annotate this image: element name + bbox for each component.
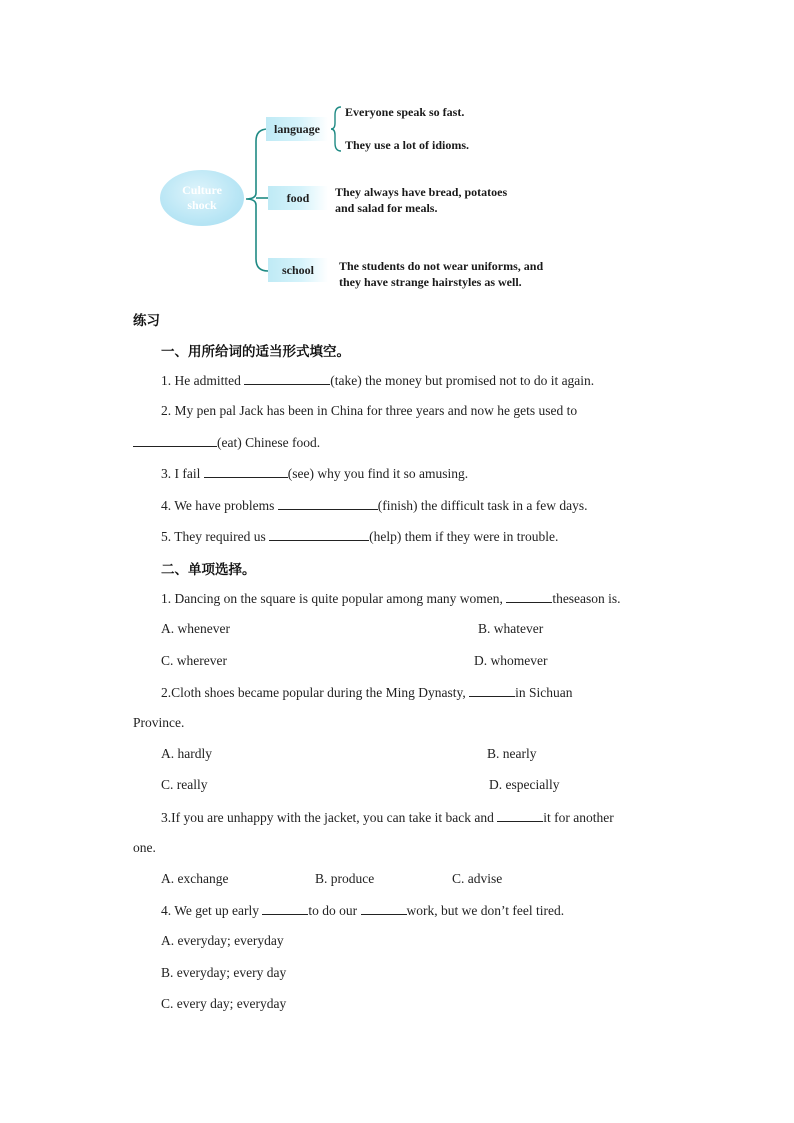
bubble-line-2: shock [187,198,217,212]
answer-blank[interactable] [361,902,407,915]
answer-blank[interactable] [262,902,308,915]
answer-blank[interactable] [506,590,552,603]
q2-option-b[interactable]: B. nearly [487,746,537,761]
food-detail-1: They always have bread, potatoes [335,185,508,199]
s1-item-5: 5. They required us (help) them if they were in trouble. [161,529,559,544]
q1-option-a[interactable]: A. whenever [161,621,230,636]
answer-blank[interactable] [269,528,369,541]
school-detail-2: they have strange hairstyles as well. [339,275,522,289]
s1-item-4: 4. We have problems (finish) the difficult task in a few days. [161,498,588,513]
q3-option-a[interactable]: A. exchange [161,871,229,886]
s1-item-1: 1. He admitted (take) the money but promised not to do it again. [161,373,595,388]
s2-q2-cont: Province. [133,715,185,730]
s2-q2: 2.Cloth shoes became popular during the Ming Dynasty, in Sichuan [161,685,573,700]
section1-title: 一、用所给词的适当形式填空。 [161,344,350,360]
q2-option-c[interactable]: C. really [161,777,208,792]
s1-item-2-cont: (eat) Chinese food. [133,434,320,451]
q1-option-c[interactable]: C. wherever [161,653,227,668]
answer-blank[interactable] [204,465,288,478]
language-detail-2: They use a lot of idioms. [345,138,470,152]
q4-option-a[interactable]: A. everyday; everyday [161,933,284,948]
q4-option-b[interactable]: B. everyday; every day [161,965,287,980]
section2-title: 二、单项选择。 [161,562,256,578]
branch-language: language [266,117,328,141]
s2-q3-cont: one. [133,840,156,855]
q2-option-d[interactable]: D. especially [489,777,560,792]
s1-item-3: 3. I fail (see) why you find it so amusing. [161,466,469,481]
bubble-line-1: Culture [182,183,222,197]
answer-blank[interactable] [278,497,378,510]
answer-blank[interactable] [469,684,515,697]
s1-item-2: 2. My pen pal Jack has been in China for three years and now he gets used to [161,403,578,418]
q1-option-d[interactable]: D. whomever [474,653,548,668]
culture-shock-bubble [160,170,244,226]
branch-school: school [268,258,328,282]
q3-option-c[interactable]: C. advise [452,871,503,886]
s2-q3: 3.If you are unhappy with the jacket, you can take it back and it for another [161,810,614,825]
branch-food: food [268,186,328,210]
q4-option-c[interactable]: C. every day; everyday [161,996,287,1011]
practice-title: 练习 [133,313,160,329]
answer-blank[interactable] [244,372,330,385]
language-detail-1: Everyone speak so fast. [345,105,465,119]
food-detail-2: and salad for meals. [335,201,438,215]
q3-option-b[interactable]: B. produce [315,871,375,886]
q2-option-a[interactable]: A. hardly [161,746,212,761]
q1-option-b[interactable]: B. whatever [478,621,544,636]
answer-blank[interactable] [497,809,543,822]
answer-blank[interactable] [133,434,217,447]
school-detail-1: The students do not wear uniforms, and [339,259,544,273]
s2-q1: 1. Dancing on the square is quite popular among many women, theseason is. [161,591,621,606]
s2-q4: 4. We get up early to do our work, but we don’t feel tired. [161,903,565,918]
